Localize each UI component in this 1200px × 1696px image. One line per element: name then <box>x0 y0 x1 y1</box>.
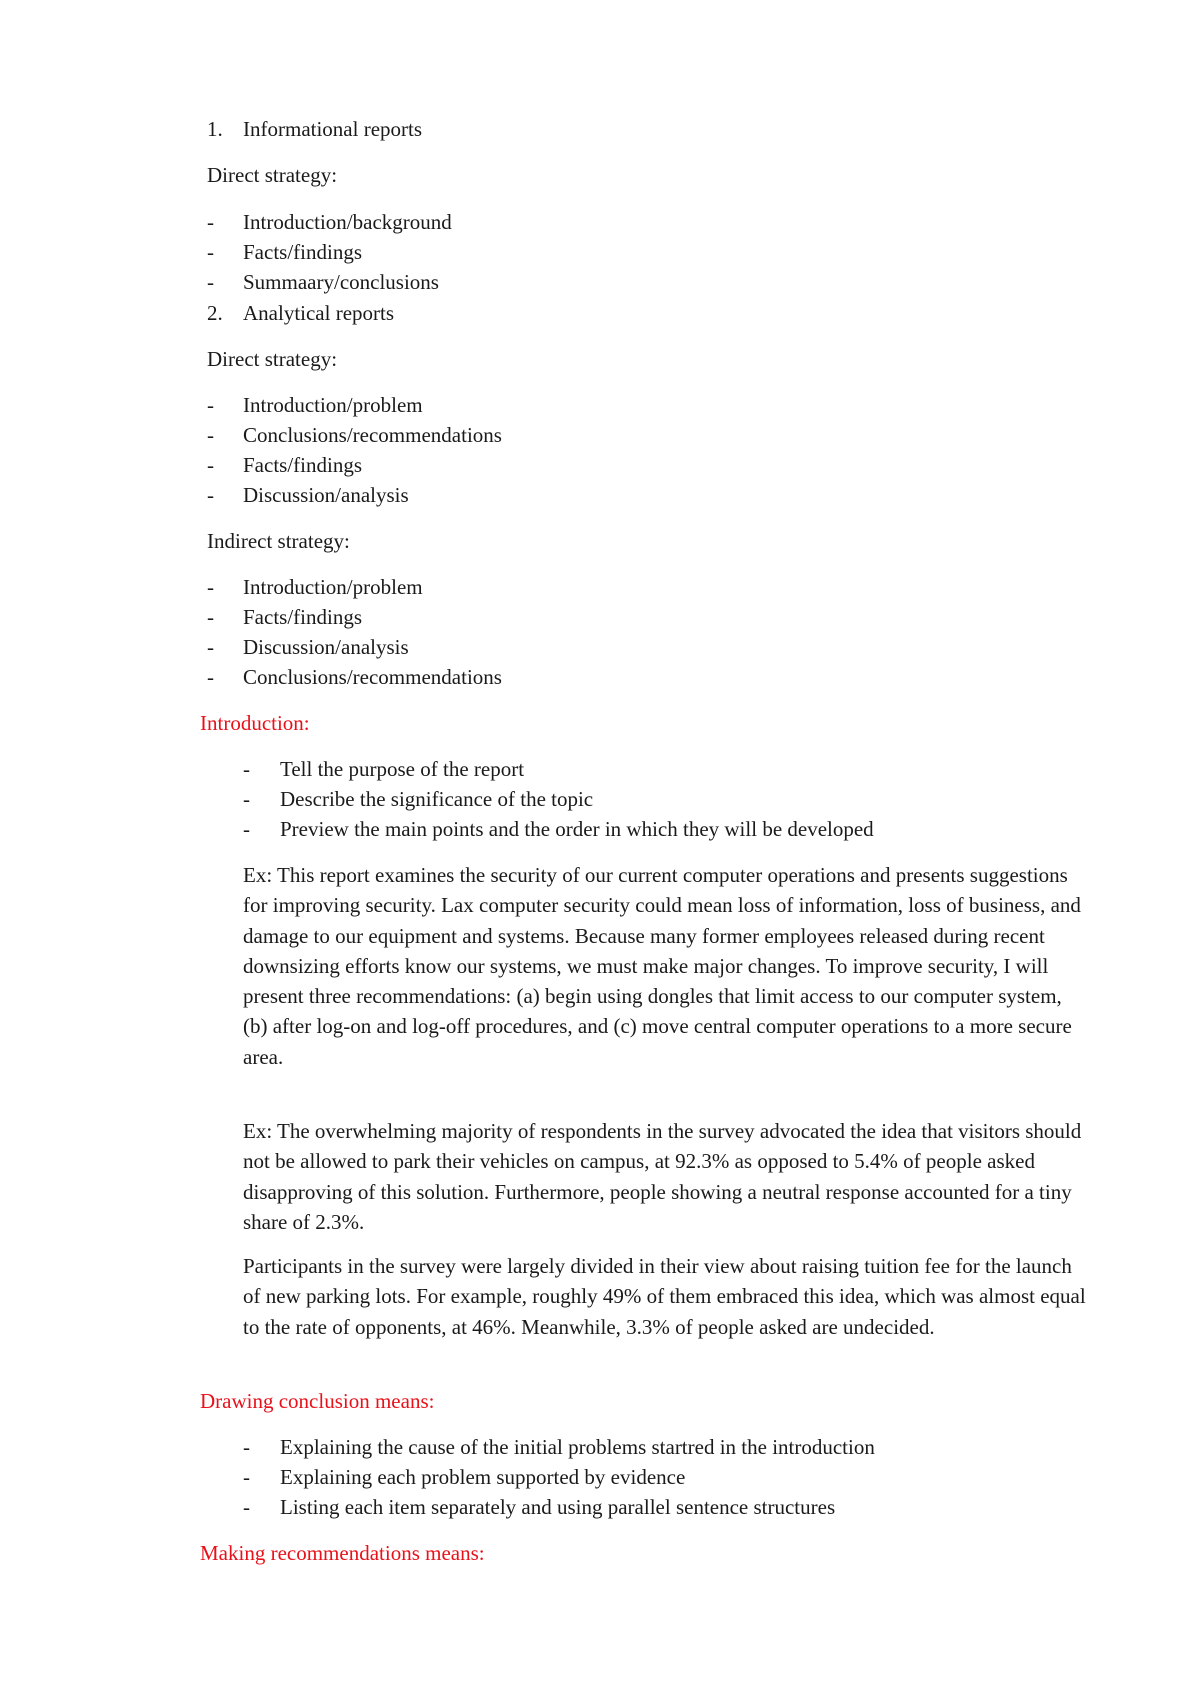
bullet-dash: - <box>243 1495 250 1519</box>
list-item-text: Tell the purpose of the report <box>280 757 525 781</box>
section-number: 1. <box>207 117 223 141</box>
bullet-dash: - <box>207 270 214 294</box>
list-item-text: Introduction/problem <box>243 575 423 599</box>
heading-text: Drawing conclusion means: <box>200 1389 435 1413</box>
heading-text: Making recommendations means: <box>200 1541 485 1565</box>
bullet-dash: - <box>243 1435 250 1459</box>
strategy-label <box>0 344 1200 374</box>
list-item-text: Facts/findings <box>243 240 362 264</box>
list-item-text: Discussion/analysis <box>243 483 409 507</box>
list-item <box>0 237 1200 267</box>
bullet-dash: - <box>243 817 250 841</box>
list-item-text: Conclusions/recommendations <box>243 423 502 447</box>
list-item <box>0 784 1200 814</box>
list-item <box>0 572 1200 602</box>
list-item-text: Conclusions/recommendations <box>243 665 502 689</box>
bullet-dash: - <box>207 483 214 507</box>
bullet-dash: - <box>243 787 250 811</box>
example-paragraph-1: Ex: This report examines the security of our current computer operations and presents suggestions for improving security. Lax computer security could mean loss of information, loss of business, and damage to our equipment and systems. Because many former employees released during recent downsizing efforts know our systems, we must make major changes. To improve security, I will present three recommendations: (a) begin using dongles that limit access to our computer system, (b) after log-on and log-off procedures, and (c) move central computer operations to a more secure area. <box>243 863 1081 1069</box>
list-item <box>0 207 1200 237</box>
list-item <box>0 420 1200 450</box>
list-item <box>0 267 1200 297</box>
list-item-text: Discussion/analysis <box>243 635 409 659</box>
strategy-label-text: Direct strategy: <box>207 163 338 187</box>
bullet-dash: - <box>207 453 214 477</box>
list-item <box>0 480 1200 510</box>
list-item-text: Facts/findings <box>243 605 362 629</box>
bullet-dash: - <box>207 240 214 264</box>
strategy-label <box>0 160 1200 190</box>
introduction-heading <box>0 708 1200 738</box>
list-item <box>0 1432 1200 1462</box>
section-number: 2. <box>207 301 223 325</box>
list-item-text: Facts/findings <box>243 453 362 477</box>
example-paragraph-3: Participants in the survey were largely divided in their view about raising tuition fee for the launch of new parking lots. For example, roughly 49% of them embraced this idea, which was almost equal to the rate of opponents, at 46%. Meanwhile, 3.3% of people asked are undecided. <box>243 1254 1086 1339</box>
list-item-text: Explaining each problem supported by evidence <box>280 1465 686 1489</box>
section-title: Analytical reports <box>243 301 395 325</box>
bullet-dash: - <box>207 635 214 659</box>
list-item <box>0 390 1200 420</box>
list-item-text: Introduction/problem <box>243 393 423 417</box>
list-item <box>0 754 1200 784</box>
example-paragraph-2: Ex: The overwhelming majority of respondents in the survey advocated the idea that visitors should not be allowed to park their vehicles on campus, at 92.3% as opposed to 5.4% of people asked disapproving of this solution. Furthermore, people showing a neutral response accounted for a tiny share of 2.3%. <box>243 1119 1082 1234</box>
bullet-dash: - <box>243 757 250 781</box>
section-2-heading <box>0 298 1200 328</box>
list-item-text: Introduction/background <box>243 210 452 234</box>
list-item-text: Summaary/conclusions <box>243 270 439 294</box>
bullet-dash: - <box>207 423 214 447</box>
section-title: Informational reports <box>243 117 423 141</box>
strategy-label-text: Indirect strategy: <box>207 529 350 553</box>
list-item <box>0 450 1200 480</box>
list-item-text: Listing each item separately and using parallel sentence structures <box>280 1495 836 1519</box>
list-item <box>0 1492 1200 1522</box>
recommendations-heading <box>0 1538 1200 1568</box>
list-item <box>0 814 1200 844</box>
conclusion-heading <box>0 1386 1200 1416</box>
bullet-dash: - <box>207 575 214 599</box>
list-item <box>0 662 1200 692</box>
list-item-text: Describe the significance of the topic <box>280 787 594 811</box>
list-item <box>0 632 1200 662</box>
bullet-dash: - <box>207 210 214 234</box>
bullet-dash: - <box>207 665 214 689</box>
bullet-dash: - <box>243 1465 250 1489</box>
list-item-text: Explaining the cause of the initial problems startred in the introduction <box>280 1435 875 1459</box>
strategy-label-text: Direct strategy: <box>207 347 338 371</box>
strategy-label <box>0 526 1200 556</box>
heading-text: Introduction: <box>200 711 310 735</box>
list-item <box>0 602 1200 632</box>
section-1-heading <box>0 114 1200 144</box>
list-item-text: Preview the main points and the order in which they will be developed <box>280 817 874 841</box>
bullet-dash: - <box>207 605 214 629</box>
list-item <box>0 1462 1200 1492</box>
bullet-dash: - <box>207 393 214 417</box>
